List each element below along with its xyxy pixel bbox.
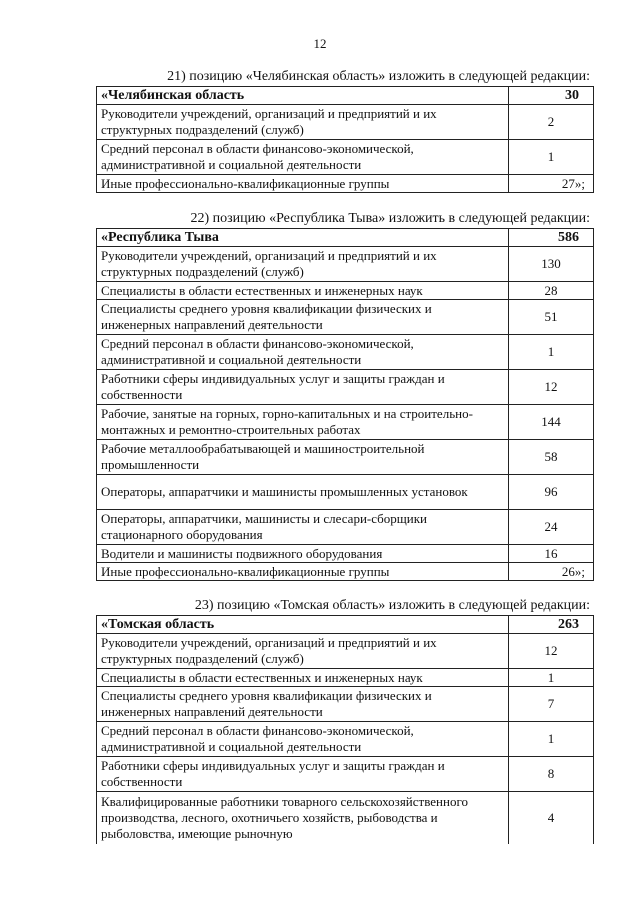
- region-total: 30: [509, 87, 594, 105]
- row-label: Руководители учреждений, организаций и предприятий и их структурных подразделений (служб): [97, 247, 509, 282]
- table-row: [97, 687, 594, 722]
- row-label: Квалифицированные работники товарного сельскохозяйственного производства, лесного, охотничьего хозяйств, рыбоводства и рыболовства, имеющие рыночную: [97, 792, 509, 844]
- table-row: [97, 792, 594, 844]
- row-value: 4: [509, 792, 594, 844]
- row-label: Руководители учреждений, организаций и предприятий и их структурных подразделений (служб): [97, 634, 509, 669]
- row-label: Средний персонал в области финансово-экономической, административной и социальной деятельности: [97, 140, 509, 175]
- table-row: [97, 370, 594, 405]
- table-row: [97, 175, 594, 193]
- table-header-row: [97, 87, 594, 105]
- row-label: Руководители учреждений, организаций и предприятий и их структурных подразделений (служб): [97, 105, 509, 140]
- region-name: «Томская область: [97, 616, 509, 634]
- section-chelyabinsk: [96, 68, 594, 193]
- table-row: [97, 282, 594, 300]
- row-value: 1: [509, 335, 594, 370]
- row-label: Работники сферы индивидуальных услуг и защиты граждан и собственности: [97, 370, 509, 405]
- table-row: [97, 475, 594, 510]
- row-value: 12: [509, 370, 594, 405]
- row-label: Водители и машинисты подвижного оборудования: [97, 545, 509, 563]
- row-label: Рабочие, занятые на горных, горно-капитальных и на строительно-монтажных и ремонтно-строительных работах: [97, 405, 509, 440]
- row-label: Операторы, аппаратчики и машинисты промышленных установок: [97, 475, 509, 510]
- row-label: Средний персонал в области финансово-экономической, административной и социальной деятельности: [97, 335, 509, 370]
- row-value: 8: [509, 757, 594, 792]
- section-heading: 22) позицию «Республика Тыва» изложить в следующей редакции:: [190, 211, 590, 226]
- row-label: Средний персонал в области финансово-экономической, административной и социальной деятельности: [97, 722, 509, 757]
- row-value: 1: [509, 722, 594, 757]
- row-label: Специалисты среднего уровня квалификации физических и инженерных направлений деятельности: [97, 687, 509, 722]
- section-tyva: [96, 210, 594, 581]
- row-value: 51: [509, 300, 594, 335]
- row-label: Специалисты в области естественных и инженерных наук: [97, 669, 509, 687]
- section-heading: 23) позицию «Томская область» изложить в следующей редакции:: [194, 598, 590, 613]
- row-label: Рабочие металлообрабатывающей и машиностроительной промышленности: [97, 440, 509, 475]
- row-value: 12: [509, 634, 594, 669]
- row-value: 58: [509, 440, 594, 475]
- region-name: «Республика Тыва: [97, 229, 509, 247]
- table-row: [97, 405, 594, 440]
- row-value: 130: [509, 247, 594, 282]
- row-label: Специалисты среднего уровня квалификации физических и инженерных направлений деятельности: [97, 300, 509, 335]
- row-label: Операторы, аппаратчики, машинисты и слесари-сборщики стационарного оборудования: [97, 510, 509, 545]
- section-heading: 21) позицию «Челябинская область» изложить в следующей редакции:: [167, 69, 590, 84]
- row-value: 1: [509, 669, 594, 687]
- row-value: 2: [509, 105, 594, 140]
- table-header-row: [97, 616, 594, 634]
- row-value: 16: [509, 545, 594, 563]
- row-value: 27»;: [509, 175, 594, 193]
- table-row: [97, 669, 594, 687]
- row-label: Работники сферы индивидуальных услуг и защиты граждан и собственности: [97, 757, 509, 792]
- table-row: [97, 140, 594, 175]
- table-row: [97, 300, 594, 335]
- page-number: 12: [313, 36, 327, 51]
- table-row: [97, 440, 594, 475]
- row-value: 28: [509, 282, 594, 300]
- table-row: [97, 545, 594, 563]
- region-total: 586: [509, 229, 594, 247]
- section-tomsk: [96, 597, 594, 844]
- table-row: [97, 634, 594, 669]
- row-label: Иные профессионально-квалификационные группы: [97, 175, 509, 193]
- table-row: [97, 247, 594, 282]
- region-table: [96, 228, 594, 581]
- row-value: 96: [509, 475, 594, 510]
- row-value: 24: [509, 510, 594, 545]
- region-table: [96, 615, 594, 844]
- row-label: Иные профессионально-квалификационные группы: [97, 563, 509, 581]
- row-value: 7: [509, 687, 594, 722]
- table-row: [97, 757, 594, 792]
- table-row: [97, 563, 594, 581]
- table-row: [97, 722, 594, 757]
- row-value: 26»;: [509, 563, 594, 581]
- region-name: «Челябинская область: [97, 87, 509, 105]
- table-row: [97, 335, 594, 370]
- table-header-row: [97, 229, 594, 247]
- region-total: 263: [509, 616, 594, 634]
- table-row: [97, 105, 594, 140]
- row-value: 144: [509, 405, 594, 440]
- row-value: 1: [509, 140, 594, 175]
- table-row: [97, 510, 594, 545]
- region-table: [96, 86, 594, 193]
- row-label: Специалисты в области естественных и инженерных наук: [97, 282, 509, 300]
